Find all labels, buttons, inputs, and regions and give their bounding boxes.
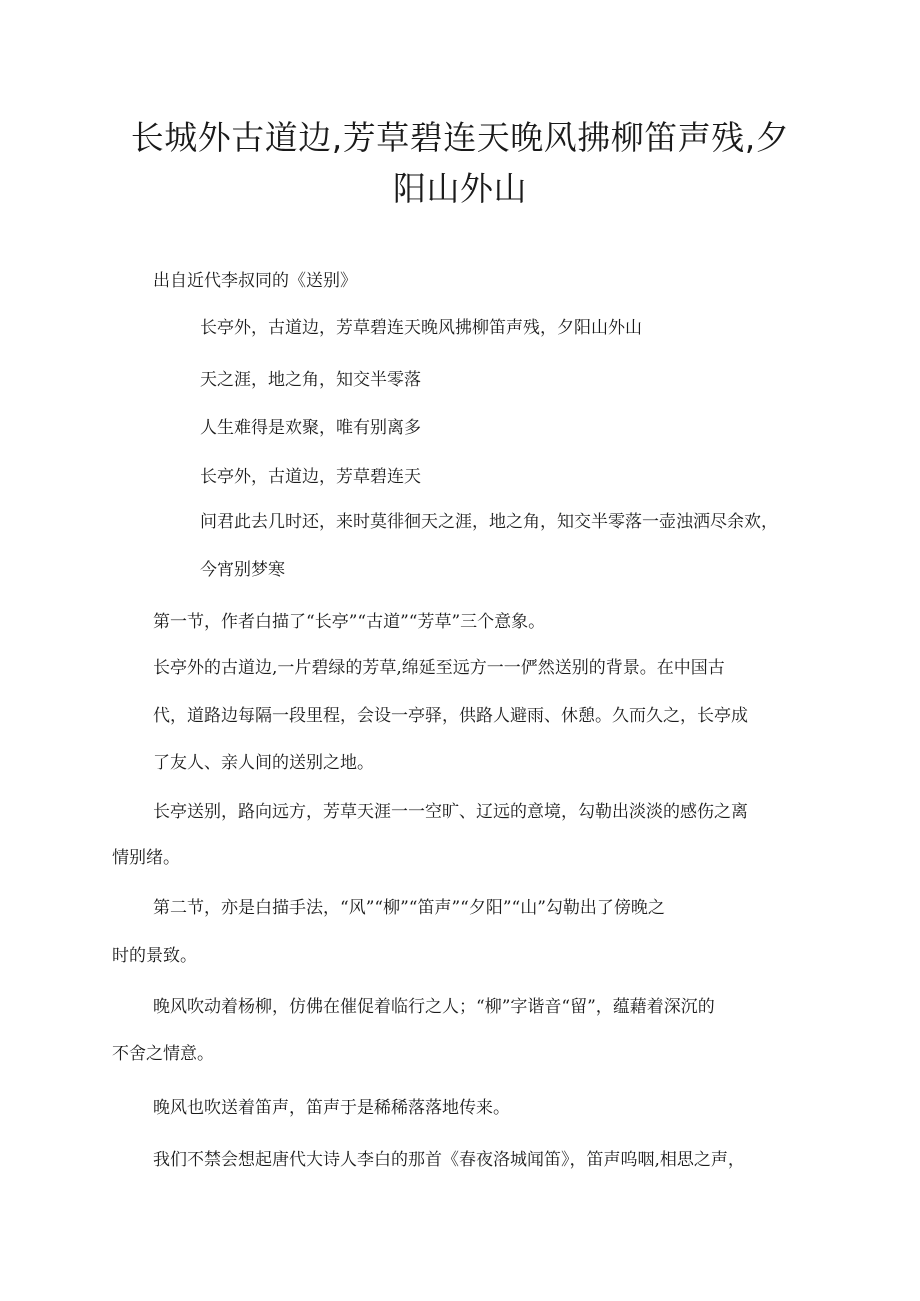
- body-line: 代，道路边每隔一段里程，会设一亭驿，供路人避雨、休憩。久而久之，长亭成: [153, 706, 748, 726]
- source-line: 出自近代李叔同的《送别》: [153, 271, 357, 291]
- body-line: 长亭外的古道边,一片碧绿的芳草,绵延至远方一一俨然送别的背景。在中国古: [153, 658, 725, 678]
- body-line: 第一节，作者白描了“长亭”“古道”“芳草”三个意象。: [153, 612, 546, 632]
- title-line: 长城外古道边,芳草碧连天晚风拂柳笛声残,夕: [130, 118, 790, 157]
- title-line: 阳山外山: [393, 169, 527, 208]
- poem-line: 长亭外，古道边，芳草碧连天晚风拂柳笛声残，夕阳山外山: [200, 318, 642, 338]
- poem-line: 天之涯，地之角，知交半零落: [200, 370, 421, 390]
- body-line: 时的景致。: [112, 946, 197, 966]
- body-line: 晚风吹动着杨柳，仿佛在催促着临行之人；“柳”字谐音“留”，蕴藉着深沉的: [153, 997, 715, 1017]
- poem-line: 人生难得是欢聚，唯有别离多: [200, 418, 421, 438]
- body-line: 长亭送别，路向远方，芳草天涯一一空旷、辽远的意境，勾勒出淡淡的感伤之离: [153, 802, 748, 822]
- body-line: 情别绪。: [112, 848, 180, 868]
- poem-line: 长亭外，古道边，芳草碧连天: [200, 467, 421, 487]
- poem-line: 今宵别梦寒: [200, 560, 285, 580]
- body-line: 不舍之情意。: [112, 1044, 214, 1064]
- poem-line: 问君此去几时还，来时莫徘徊天之涯，地之角，知交半零落一壶浊洒尽余欢，: [200, 512, 778, 532]
- body-line: 晚风也吹送着笛声，笛声于是稀稀落落地传来。: [153, 1098, 510, 1118]
- body-line: 第二节，亦是白描手法，“风”“柳”“笛声”“夕阳”“山”勾勒出了傍晚之: [153, 898, 665, 918]
- body-line: 了友人、亲人间的送别之地。: [153, 753, 374, 773]
- document-title: [80, 112, 840, 214]
- body-line: 我们不禁会想起唐代大诗人李白的那首《春夜洛城闻笛》，笛声呜咽,相思之声，: [153, 1150, 745, 1170]
